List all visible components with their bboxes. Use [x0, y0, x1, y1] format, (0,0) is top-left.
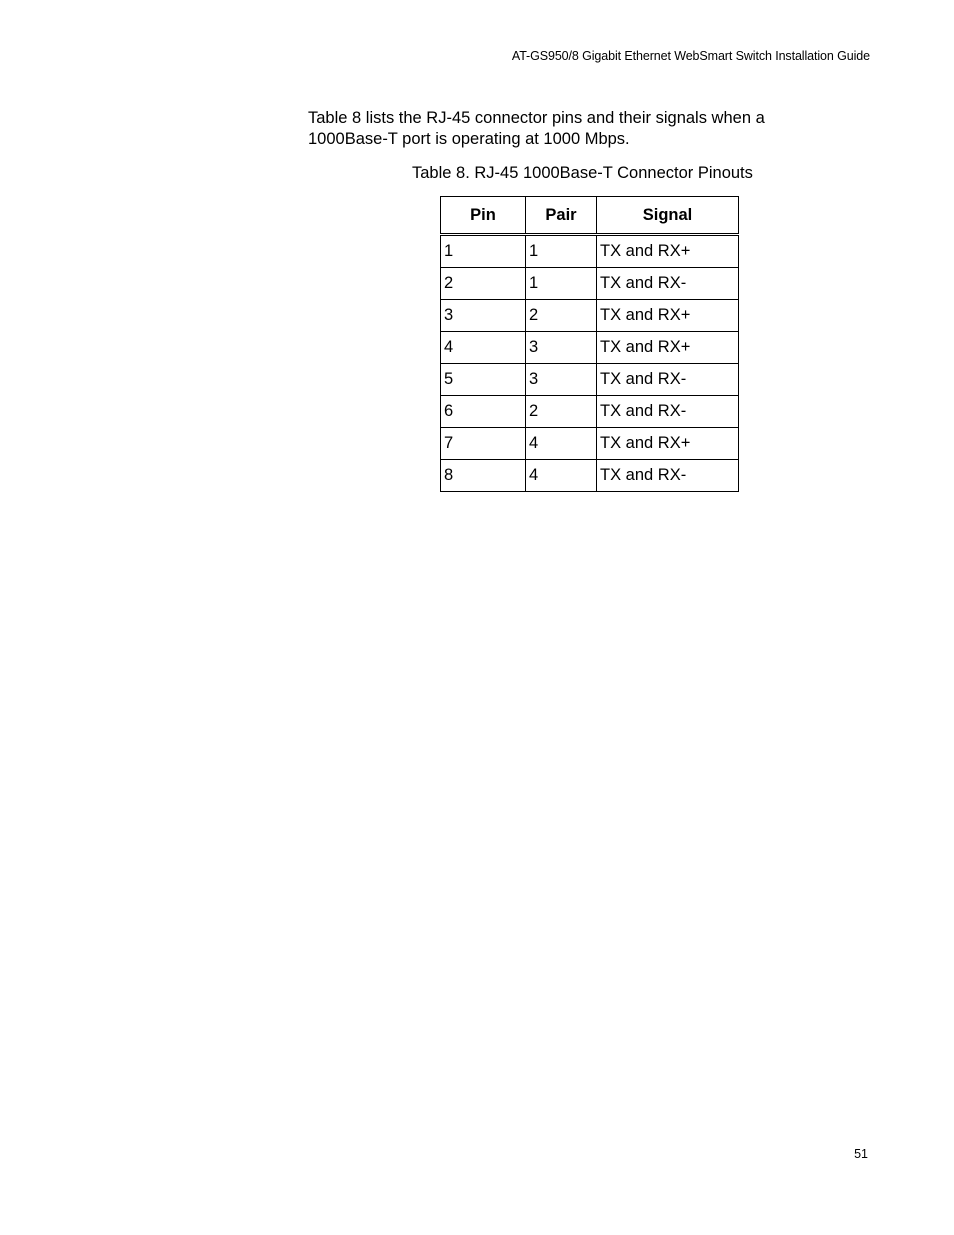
table-row	[441, 364, 739, 396]
pin-cell: 6	[441, 396, 526, 428]
signal-cell: TX and RX+	[597, 235, 739, 268]
pair-cell: 2	[526, 300, 597, 332]
table-header-row	[441, 197, 739, 235]
signal-cell: TX and RX-	[597, 268, 739, 300]
table-row	[441, 332, 739, 364]
pair-cell: 3	[526, 364, 597, 396]
signal-cell: TX and RX+	[597, 428, 739, 460]
pair-cell: 2	[526, 396, 597, 428]
table-row	[441, 300, 739, 332]
pin-cell: 2	[441, 268, 526, 300]
pin-cell: 8	[441, 460, 526, 492]
signal-cell: TX and RX-	[597, 396, 739, 428]
signal-cell: TX and RX+	[597, 332, 739, 364]
table-caption: Table 8. RJ-45 1000Base-T Connector Pinouts	[412, 164, 753, 182]
pair-cell: 3	[526, 332, 597, 364]
pinout-table	[440, 196, 739, 492]
pair-cell: 4	[526, 428, 597, 460]
page-number: 51	[854, 1147, 868, 1161]
signal-cell: TX and RX-	[597, 364, 739, 396]
table-row	[441, 396, 739, 428]
signal-cell: TX and RX-	[597, 460, 739, 492]
pair-cell: 1	[526, 268, 597, 300]
table-row	[441, 268, 739, 300]
signal-cell: TX and RX+	[597, 300, 739, 332]
table-row	[441, 235, 739, 268]
column-header-pin: Pin	[441, 197, 526, 235]
table-row	[441, 460, 739, 492]
pin-cell: 7	[441, 428, 526, 460]
table-row	[441, 428, 739, 460]
intro-paragraph: Table 8 lists the RJ-45 connector pins and their signals when a 1000Base-T port is operating at 1000 Mbps.	[308, 109, 765, 148]
pin-cell: 4	[441, 332, 526, 364]
pair-cell: 4	[526, 460, 597, 492]
pin-cell: 5	[441, 364, 526, 396]
pin-cell: 1	[441, 235, 526, 268]
pin-cell: 3	[441, 300, 526, 332]
pair-cell: 1	[526, 235, 597, 268]
column-header-pair: Pair	[526, 197, 597, 235]
running-header: AT-GS950/8 Gigabit Ethernet WebSmart Switch Installation Guide	[511, 49, 870, 63]
column-header-signal: Signal	[597, 197, 739, 235]
